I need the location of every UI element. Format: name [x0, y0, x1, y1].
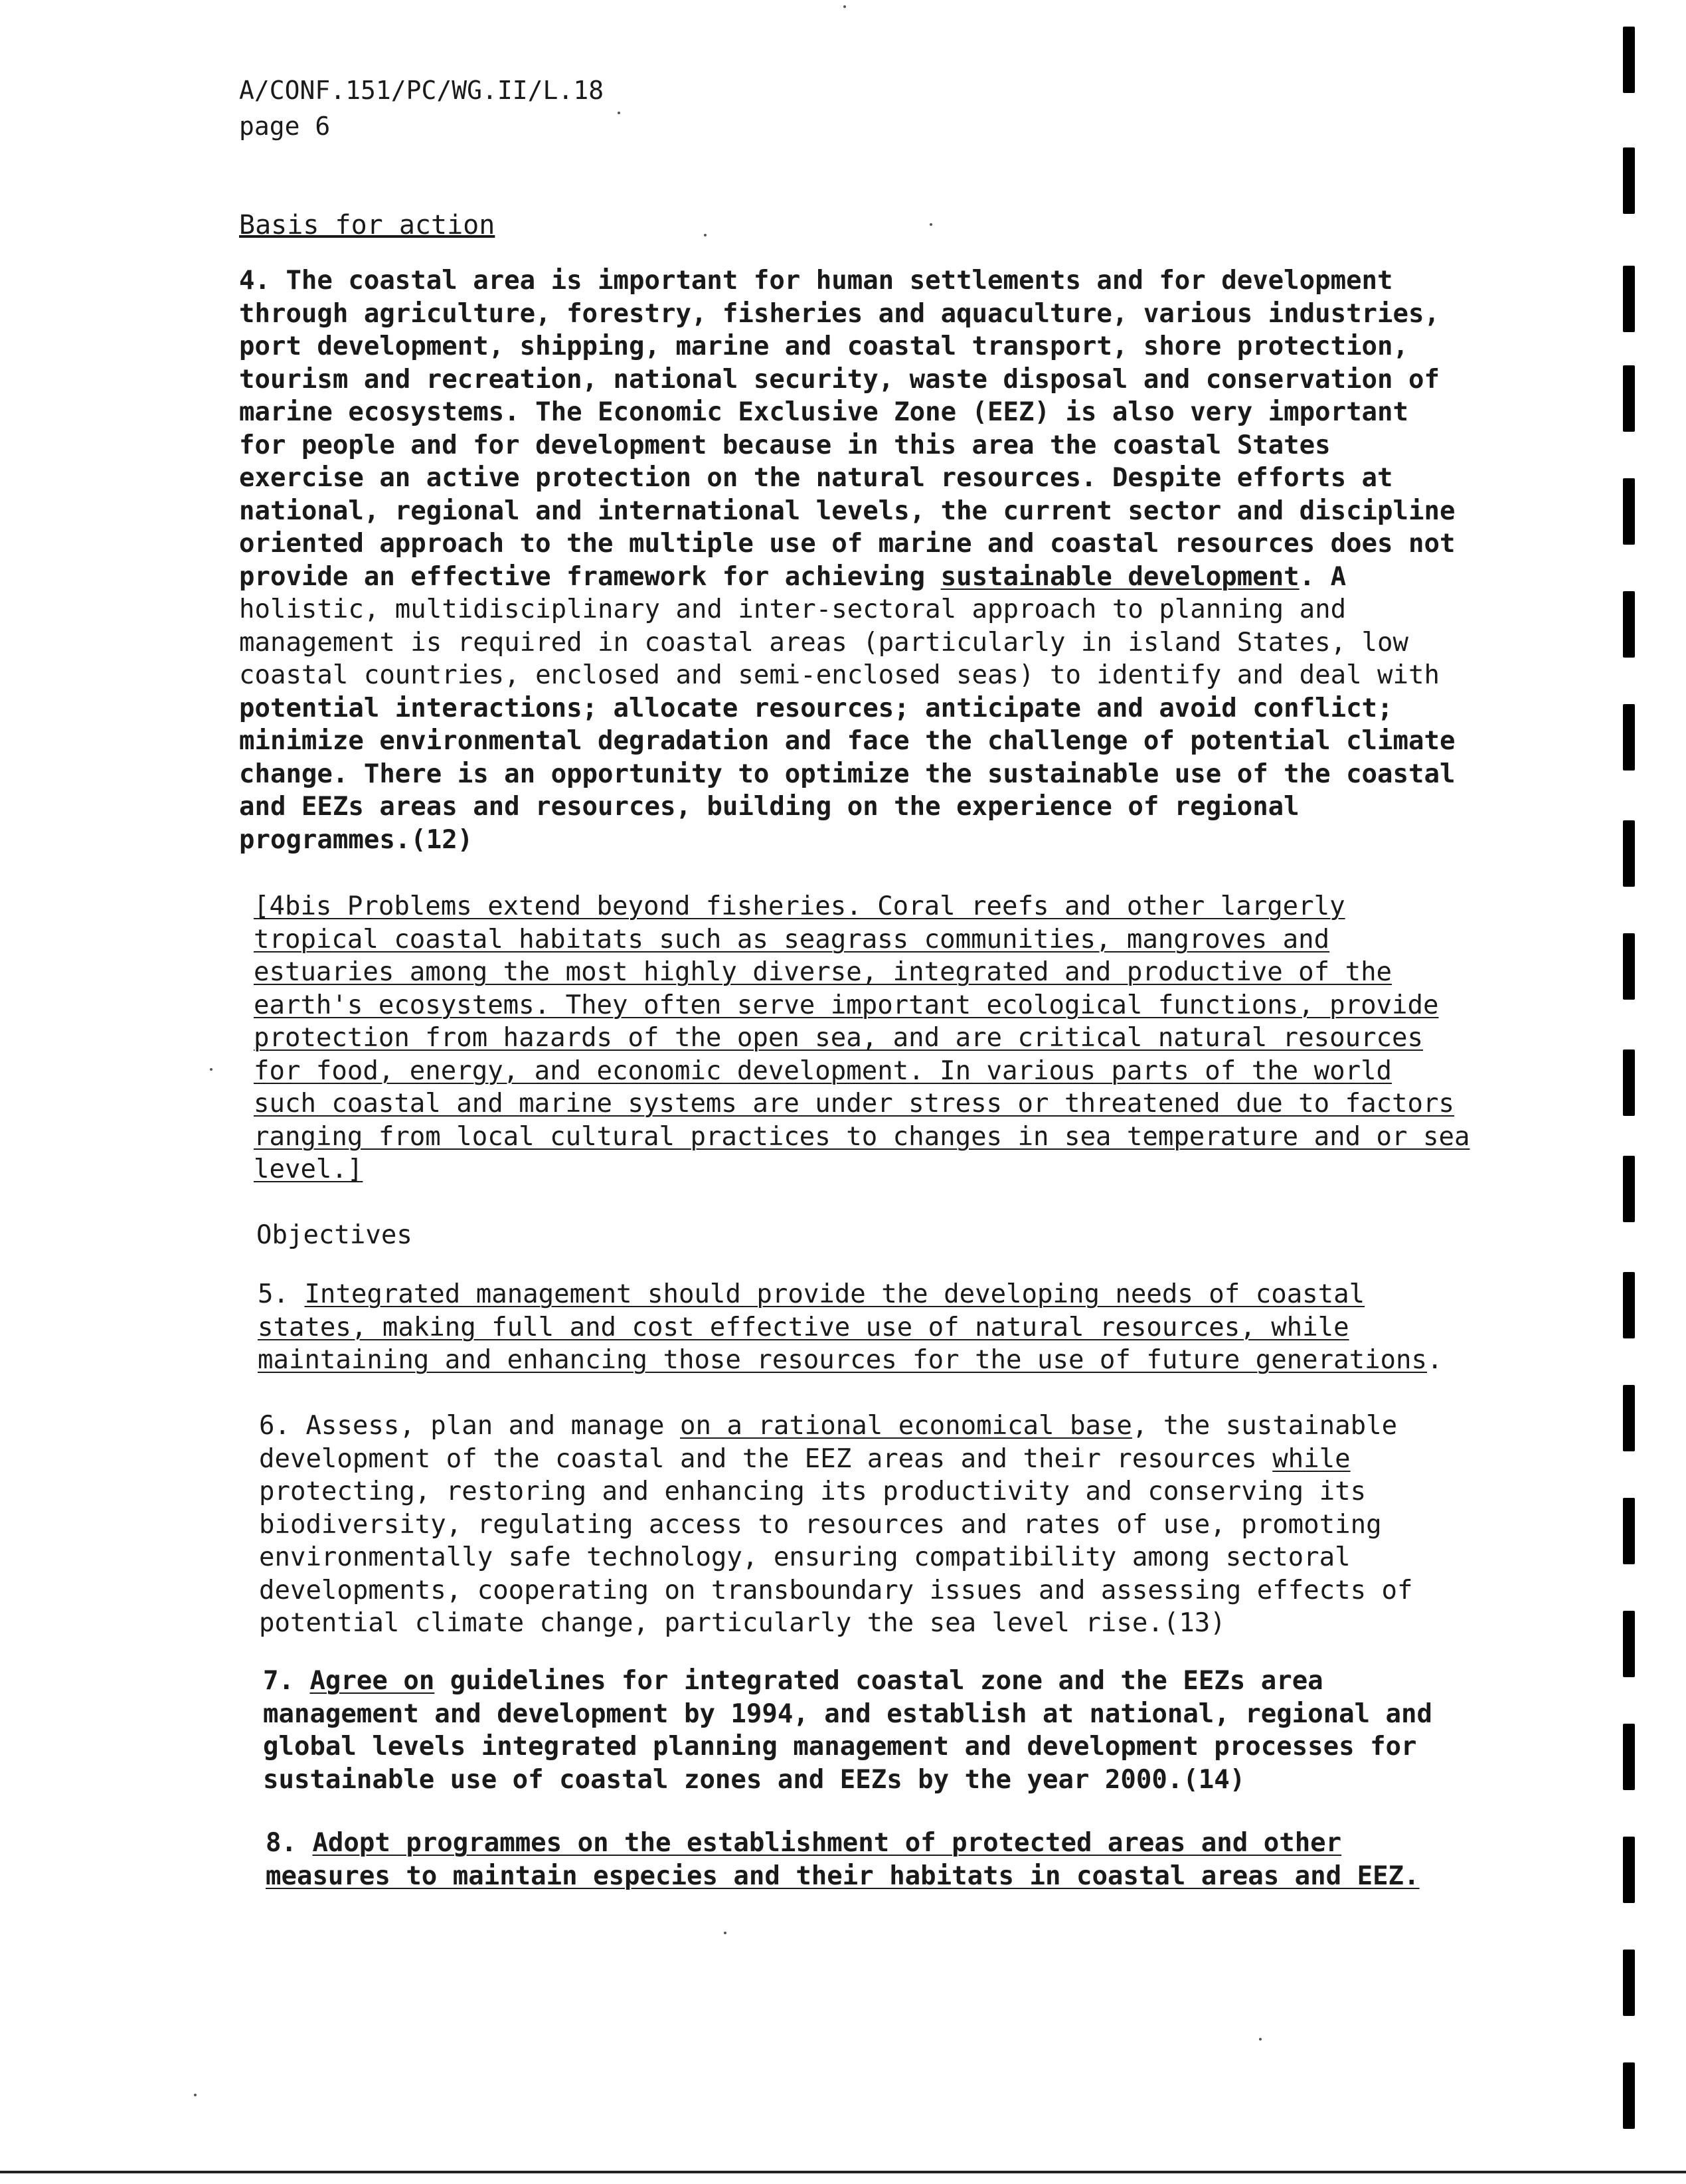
scan-mark — [1623, 1950, 1635, 2016]
paragraph-4bis — [254, 890, 1568, 1186]
scan-mark — [1623, 1498, 1635, 1564]
scan-mark — [1623, 266, 1635, 332]
para4bis-line: tropical coastal habitats such as seagrass communities, mangroves and — [254, 924, 1330, 955]
para5-line: states, making full and cost effective use of natural resources, while — [258, 1312, 1349, 1342]
scan-bottom-edge — [0, 2171, 1686, 2173]
paragraph-7 — [263, 1665, 1578, 1796]
para4-line: potential interactions; allocate resources; anticipate and avoid conflict; — [239, 693, 1393, 723]
para6-text: development of the coastal and the EEZ areas and their resources — [259, 1443, 1273, 1474]
para4-line10-tail: . A — [1299, 561, 1347, 592]
scan-mark — [1623, 1272, 1635, 1338]
scan-speck — [724, 1932, 726, 1934]
para8-number: 8. — [266, 1828, 313, 1858]
rational-economical-base-underline: on a rational economical base — [679, 1411, 1132, 1441]
para4-line: coastal countries, enclosed and semi-enclosed seas) to identify and deal with — [239, 660, 1440, 690]
para7-line: global levels integrated planning management and development processes for — [263, 1732, 1417, 1762]
scan-mark — [1623, 147, 1635, 214]
para4bis-line: such coastal and marine systems are under stress or threatened due to factors — [254, 1089, 1454, 1119]
para4bis-line: [4bis Problems extend beyond fisheries. Coral reefs and other largerly — [254, 891, 1345, 921]
para4bis-line: estuaries among the most highly diverse, integrated and productive of the — [254, 957, 1392, 987]
objectives-heading: Objectives — [256, 1220, 412, 1250]
scan-speck — [194, 2094, 197, 2096]
sustainable-development-underline: sustainable development — [940, 561, 1300, 592]
scan-mark — [1623, 1611, 1635, 1677]
para4-line10-text: provide an effective framework for achieving — [239, 561, 941, 592]
scan-speck — [704, 234, 707, 236]
scan-mark — [1623, 1385, 1635, 1451]
paragraph-4 — [239, 264, 1554, 856]
para8-line: measures to maintain especies and their habitats in coastal areas and EEZ. — [266, 1861, 1420, 1891]
para7-number: 7. — [263, 1666, 310, 1696]
para8-text: Adopt programmes on the establishment of protected areas and other — [312, 1828, 1342, 1858]
para6-line — [259, 1410, 1574, 1443]
while-underline: while — [1272, 1443, 1351, 1474]
para6-line: protecting, restoring and enhancing its productivity and conserving its — [259, 1477, 1367, 1506]
scan-mark — [1623, 478, 1635, 545]
para7-line: management and development by 1994, and establish at national, regional and — [263, 1698, 1432, 1729]
para6-text: , the sustainable — [1132, 1411, 1398, 1441]
para4-line: for people and for development because in this area the coastal States — [239, 430, 1331, 460]
para6-text: 6. Assess, plan and manage — [259, 1411, 680, 1441]
scan-mark — [1623, 820, 1635, 887]
scan-mark — [1623, 704, 1635, 771]
section-heading-basis-for-action: Basis for action — [239, 210, 495, 240]
scan-speck — [843, 5, 846, 8]
para4-line: holistic, multidisciplinary and inter-sectoral approach to planning and — [239, 594, 1347, 624]
para8-line — [266, 1827, 1580, 1860]
scan-speck — [1259, 2038, 1262, 2041]
paragraph-8 — [266, 1827, 1580, 1892]
para5-text: maintaining and enhancing those resources for the use of future generations — [258, 1345, 1427, 1375]
para6-line: biodiversity, regulating access to resources and rates of use, promoting — [259, 1509, 1382, 1540]
para4bis-line: level.] — [254, 1154, 363, 1184]
para4-line: national, regional and international levels, the current sector and discipline — [239, 496, 1456, 526]
scan-mark — [1623, 1724, 1635, 1790]
para4-line: change. There is an opportunity to optimize the sustainable use of the coastal — [239, 759, 1456, 789]
scan-mark — [1623, 2062, 1635, 2129]
agree-on-underline: Agree on — [309, 1666, 435, 1696]
scan-mark — [1623, 1837, 1635, 1903]
para4-line: and EEZs areas and resources, building on the experience of regional — [239, 792, 1300, 822]
page-number: page 6 — [239, 112, 331, 141]
document-symbol: A/CONF.151/PC/WG.II/L.18 — [239, 76, 604, 105]
scan-mark — [1623, 27, 1635, 93]
para4bis-line: earth's ecosystems. They often serve important ecological functions, provide — [254, 990, 1439, 1020]
paragraph-6 — [259, 1410, 1574, 1640]
scan-speck — [618, 112, 620, 114]
para6-line — [259, 1443, 1574, 1476]
para4-line: port development, shipping, marine and coastal transport, shore protection, — [239, 331, 1408, 361]
para4-line: oriented approach to the multiple use of marine and coastal resources does not — [239, 529, 1456, 559]
para4-line: tourism and recreation, national security, waste disposal and conservation of — [239, 364, 1440, 395]
para4-line: exercise an active protection on the natural resources. Despite efforts at — [239, 463, 1393, 493]
para5-line — [258, 1278, 1572, 1311]
scan-mark — [1623, 591, 1635, 658]
para5-text: Integrated management should provide the developing needs of coastal — [304, 1279, 1365, 1309]
scan-margin-marks — [1623, 0, 1643, 2184]
para5-number: 5. — [258, 1279, 305, 1309]
scan-mark — [1623, 933, 1635, 1000]
para7-line — [263, 1665, 1578, 1698]
para4-line: management is required in coastal areas (particularly in island States, low — [239, 627, 1408, 658]
para4-line: marine ecosystems. The Economic Exclusive Zone (EEZ) is also very important — [239, 397, 1408, 427]
scan-speck — [210, 1068, 212, 1071]
para5-end: . — [1427, 1345, 1443, 1375]
para4bis-line: protection from hazards of the open sea, and are critical natural resources — [254, 1023, 1423, 1053]
para4bis-line: for food, energy, and economic development. In various parts of the world — [254, 1055, 1392, 1086]
para6-line: developments, cooperating on transboundary issues and assessing effects of — [259, 1575, 1413, 1605]
para6-line: potential climate change, particularly the sea level rise.(13) — [259, 1608, 1226, 1638]
para4-line — [239, 561, 1554, 594]
para4-line: through agriculture, forestry, fisheries and aquaculture, various industries, — [239, 298, 1440, 329]
para4-line: 4. The coastal area is important for human settlements and for development — [239, 266, 1393, 296]
paragraph-5 — [258, 1278, 1572, 1377]
para5-line — [258, 1344, 1572, 1377]
para6-line: environmentally safe technology, ensuring compatibility among sectoral — [259, 1542, 1351, 1572]
scan-mark — [1623, 1156, 1635, 1222]
para7-line: sustainable use of coastal zones and EEZs by the year 2000.(14) — [263, 1764, 1246, 1795]
scan-mark — [1623, 365, 1635, 432]
para4-line: programmes.(12) — [239, 824, 473, 855]
para7-text: guidelines for integrated coastal zone and the EEZs area — [434, 1666, 1323, 1696]
para4-line: minimize environmental degradation and face the challenge of potential climate — [239, 726, 1456, 756]
para4bis-line: ranging from local cultural practices to changes in sea temperature and or sea — [254, 1121, 1470, 1152]
scan-mark — [1623, 1049, 1635, 1116]
scan-speck — [930, 223, 932, 226]
